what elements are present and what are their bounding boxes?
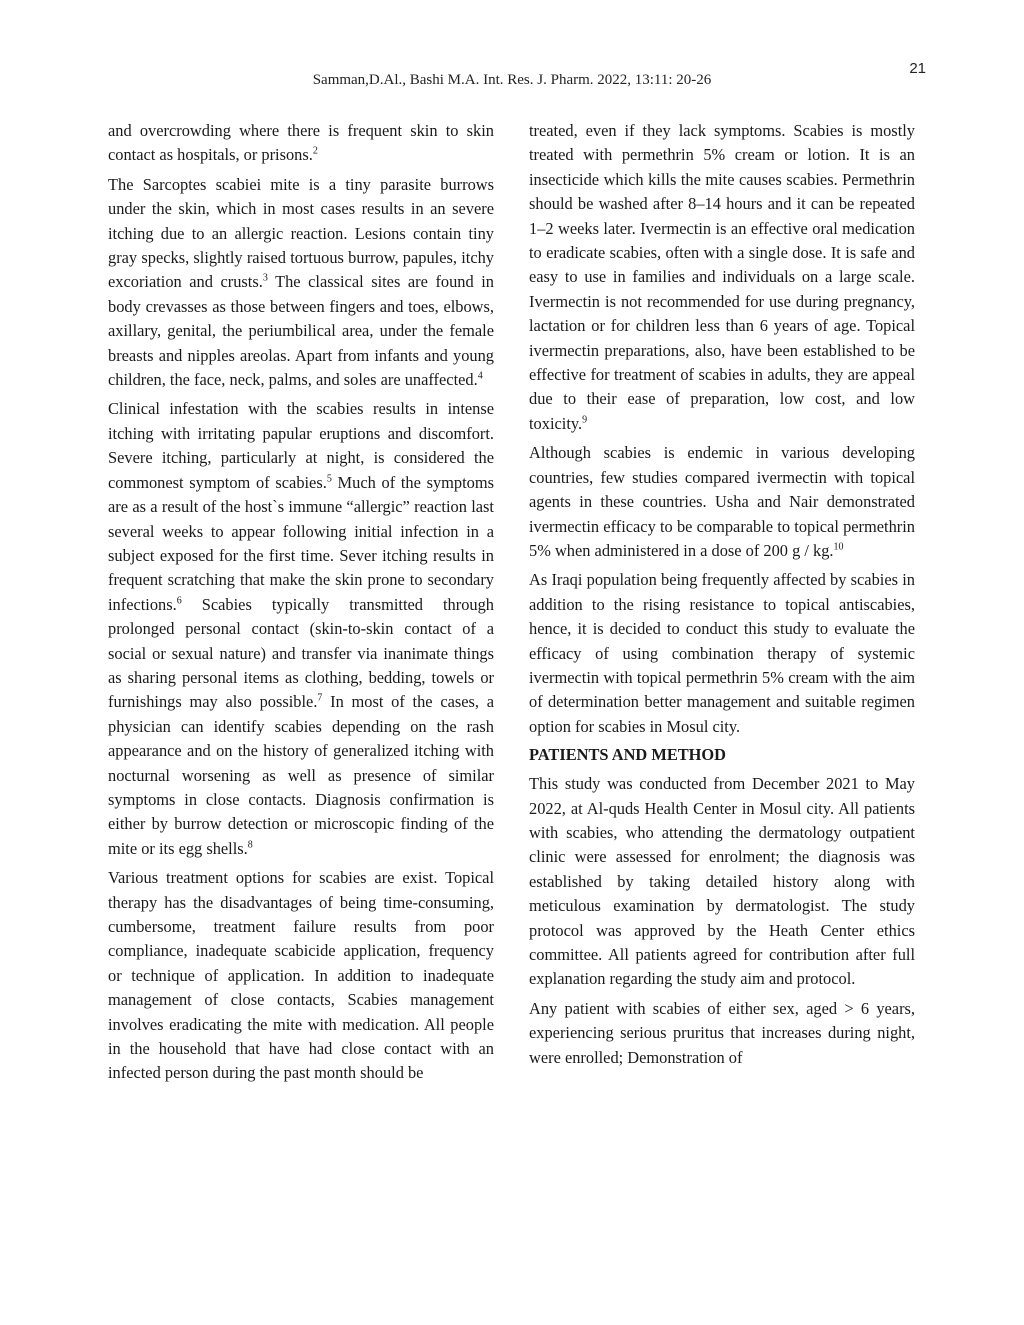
paragraph-text: As Iraqi population being frequently affected by scabies in addition to the rising resistance to topical antiscabies, hence, it is decided to conduct this study to evaluate the efficacy of using combination therapy of systemic ivermectin with topical permethrin 5% cream with the aim of determination better management and suitable regimen option for scabies in Mosul city. [529,570,915,736]
paragraph-study-aim [529,568,915,739]
citation-ref: 9 [582,414,588,426]
paragraph-study-setting [529,772,915,992]
paragraph-clinical-infestation [108,397,494,861]
citation-ref: 5 [326,473,332,485]
citation-ref: 2 [312,145,318,157]
paragraph-text: Clinical infestation with the scabies results in intense itching with irritating papular eruptions and discomfort. Severe itching, particularly at night, is considered the commonest symptom of scabies. [108,399,494,492]
paragraph-text: In most of the cases, a physician can identify scabies depending on the rash appearance and on the history of generalized itching with nocturnal worsening as well as presence of similar symptoms in close contacts. Diagnosis confirmation is either by burrow detection or microscopic finding of the mite or its egg shells. [108,692,495,858]
left-column [108,119,494,1091]
paragraph-text: and overcrowding where there is frequent skin to skin contact as hospitals, or prisons. [108,121,494,165]
paragraph-text: Although scabies is endemic in various developing countries, few studies compared ivermectin with topical agents in these countries. Usha and Nair demonstrated ivermectin efficacy to be comparable to topical permethrin 5% when administered in a dose of 200 g / kg. [529,443,915,560]
paragraph-text: Much of the symptoms are as a result of the host`s immune “allergic” reaction last several weeks to appear following initial infection in a subject exposed for the first time. Sever itching results in frequent scratching that make the skin prone to secondary infections. [108,472,495,614]
paragraph-text: The Sarcoptes scabiei mite is a tiny parasite burrows under the skin, which in most cases results in an severe itching due to an allergic reaction. Lesions contain tiny gray specks, slightly raised tortuous burrow, papules, itchy excoriation and crusts. [108,174,494,292]
running-header-citation: Samman,D.Al., Bashi M.A. Int. Res. J. Pharm. 2022, 13:11: 20-26 [312,72,712,88]
citation-ref: 4 [477,370,483,382]
paragraph-mite-description [108,173,494,393]
citation-ref: 8 [247,839,253,851]
citation-ref: 7 [317,692,323,704]
section-heading-patients-method: PATIENTS AND METHOD [529,745,727,765]
paragraph-treatment-options [108,866,494,1086]
paragraph-text: Various treatment options for scabies are exist. Topical therapy has the disadvantages of being time-consuming, cumbersome, treatment failure results from poor compliance, inadequate scabicide application, frequency or technique of application. In addition to inadequate management of close contacts, Scabies management involves eradicating the mite with medication. All people in the household that have had close contact with an infected person during the past month should be [108,868,494,1083]
paragraph-text: The classical sites are found in body crevasses as those between fingers and toes, elbows, axillary, genital, the periumbilical area, under the female breasts and nipples areolas. Apart from infants and young children, the face, neck, palms, and soles are unaffected. [108,272,494,390]
paragraph-text: treated, even if they lack symptoms. Scabies is mostly treated with permethrin 5% cream or lotion. It is an insecticide which kills the mite causes scabies. Permethrin should be washed after 8–14 hours and it can be repeated 1–2 weeks later. Ivermectin is an effective oral medication to eradicate scabies, often with a single dose. It is safe and easy to use in families and individuals on a large scale. Ivermectin is not recommended for use during pregnancy, lactation or for children less than 6 years of age. Topical ivermectin preparations, also, have been established to be effective for treatment of scabies in adults, they are appeal due to their ease of preparation, low cost, and low toxicity. [529,121,915,433]
paragraph-text: This study was conducted from December 2021 to May 2022, at Al-quds Health Center in Mosul city. All patients with scabies, who attending the dermatology outpatient clinic were assessed for enrolment; the diagnosis was established by taking detailed history along with meticulous examination by dermatologist. The study protocol was approved by the Heath Center ethics committee. All patients agreed for contribution after full explanation regarding the study aim and protocol. [529,774,915,989]
paragraph-transmission [108,119,494,168]
paragraph-permethrin-ivermectin [529,119,915,436]
citation-ref: 6 [176,595,182,607]
paragraph-endemic-studies [529,441,915,563]
paragraph-text: Any patient with scabies of either sex, aged > 6 years, experiencing serious pruritus that increases during night, were enrolled; Demonstration of [529,998,915,1067]
right-column [529,119,915,1075]
page-number: 21 [909,60,926,77]
paragraph-text: Scabies typically transmitted through prolonged personal contact (skin-to-skin contact of a social or sexual nature) and transfer via inanimate things as sharing personal items as clothing, bedding, towels or furnishings may also possible. [108,594,494,712]
paragraph-inclusion-criteria [529,997,915,1070]
citation-ref: 10 [833,541,844,553]
citation-ref: 3 [262,272,268,284]
